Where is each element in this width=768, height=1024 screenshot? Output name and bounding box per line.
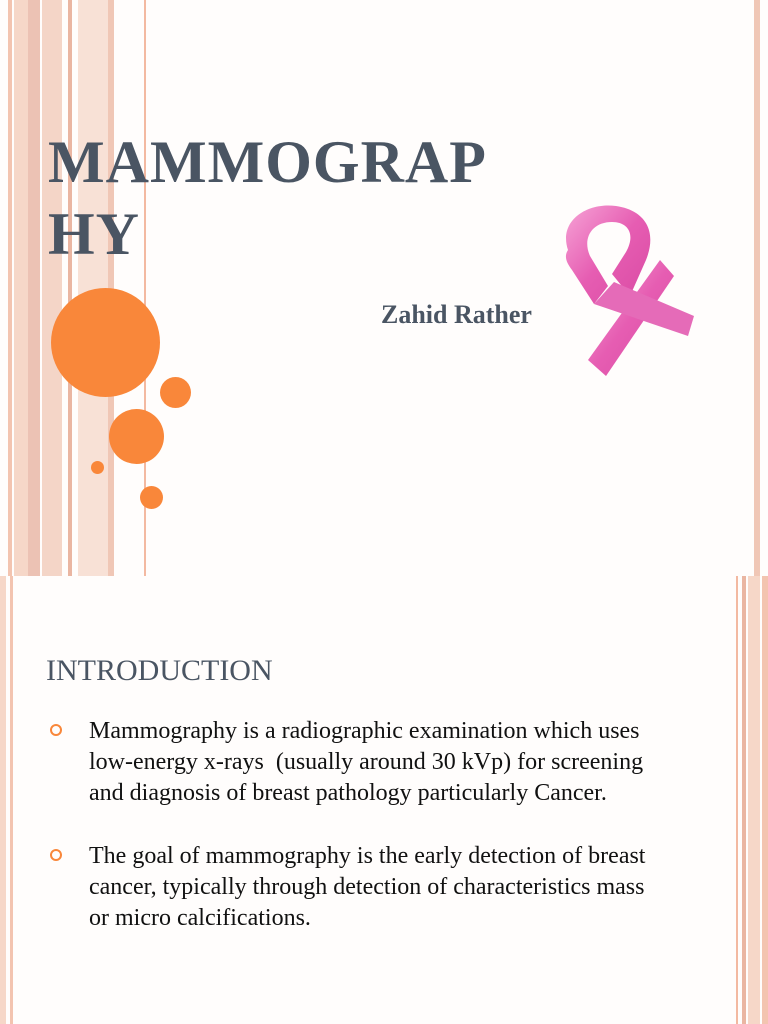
section-heading: INTRODUCTION: [46, 654, 273, 687]
bullet-circle-icon: [50, 849, 62, 861]
list-item: [46, 716, 650, 809]
author-name: Zahid Rather: [381, 300, 532, 329]
decorative-circle-tiny: [91, 461, 104, 474]
introduction-slide: [0, 576, 768, 1024]
decorative-band: [748, 576, 760, 1024]
decorative-band: [14, 0, 28, 576]
decorative-circle-small: [160, 377, 191, 408]
decorative-band: [28, 0, 40, 576]
slide-title: MAMMOGRAPHY: [48, 129, 487, 267]
bullet-text: Mammography is a radiographic examination which uses low-energy x-rays (usually around 30 kVp) for screening and diagnosis of breast pathology particularly Cancer.: [89, 718, 650, 806]
awareness-ribbon-icon: [548, 200, 696, 382]
list-item: [46, 841, 652, 934]
bullet-circle-icon: [50, 724, 62, 736]
decorative-band: [736, 576, 738, 1024]
decorative-band: [10, 576, 13, 1024]
bullet-text: The goal of mammography is the early detection of breast cancer, typically through detection of characteristics mass or micro calcifications.: [89, 843, 652, 931]
decorative-band: [742, 576, 746, 1024]
decorative-circle-small: [140, 486, 163, 509]
decorative-band: [762, 576, 768, 1024]
decorative-band: [68, 0, 72, 576]
decorative-band: [754, 0, 760, 576]
decorative-circle-large: [51, 288, 160, 397]
decorative-band: [42, 0, 62, 576]
decorative-circle-medium: [109, 409, 164, 464]
decorative-band: [8, 0, 12, 576]
decorative-band: [0, 576, 6, 1024]
bullet-list: [46, 716, 652, 966]
